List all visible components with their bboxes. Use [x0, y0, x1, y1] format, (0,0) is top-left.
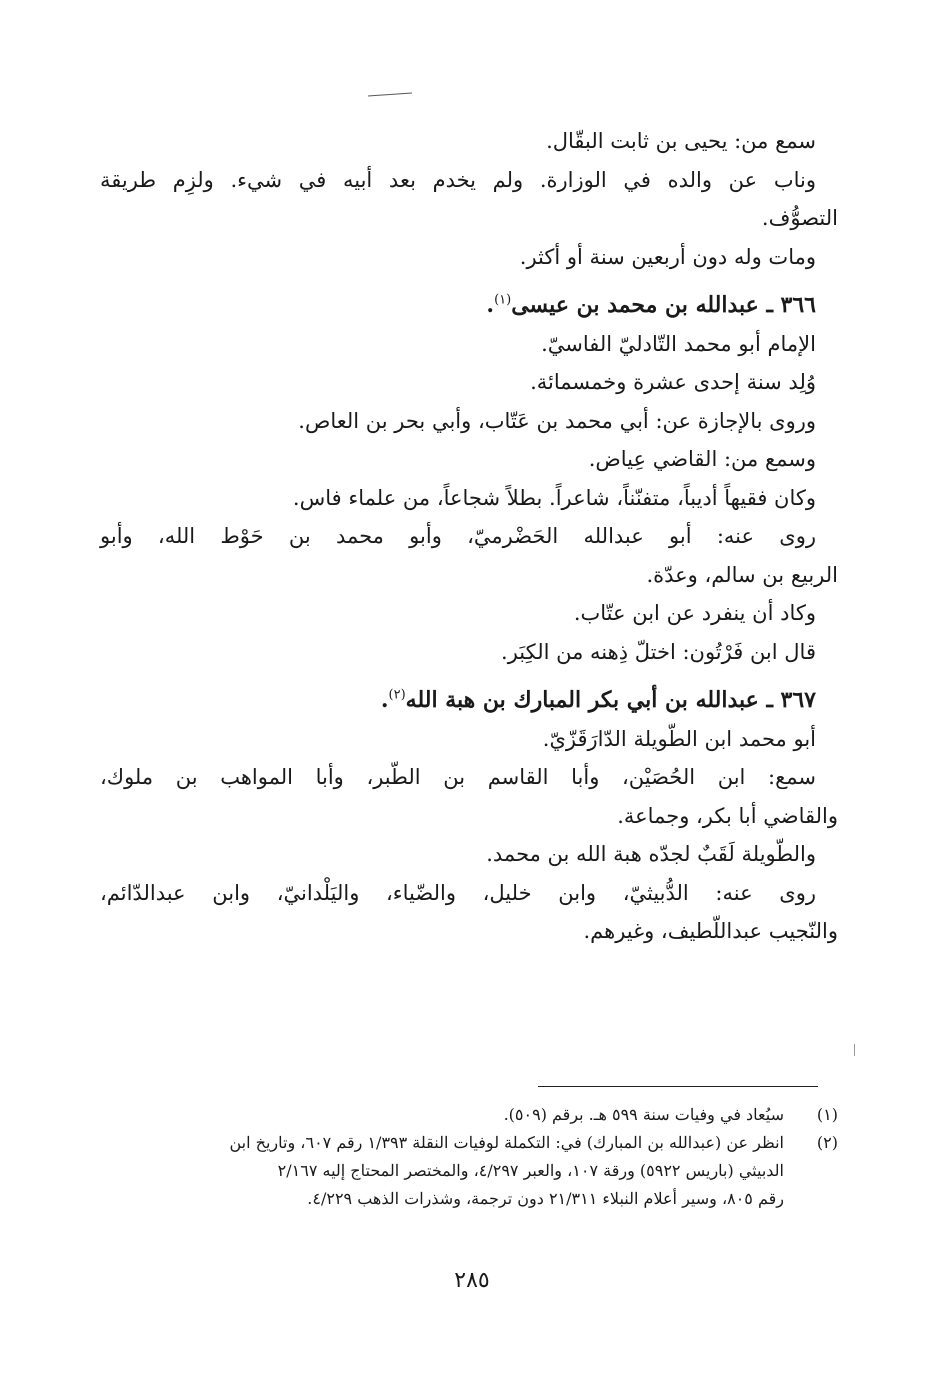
text-line: والنّجيب عبداللّطيف، وغيرهم.: [583, 919, 838, 943]
text-line: والقاضي أبا بكر، وجماعة.: [617, 803, 838, 828]
footnote-ref: (٢): [388, 687, 406, 703]
text-line: سمع: ابن الحُصَيْن، وأبا القاسم بن الطّبر، وأبا المواهب بن ملوك،: [100, 765, 816, 789]
footnote: [110, 1129, 838, 1213]
text-line: وناب عن والده في الوزارة. ولم يخدم بعد أبيه في شيء. ولزِم طريقة: [100, 167, 816, 192]
footnote-ref: (١): [494, 292, 512, 308]
text-line: سمع من: يحيى بن ثابت البقّال.: [546, 129, 816, 153]
margin-mark: [854, 1044, 855, 1056]
text-line: وكاد أن ينفرد عن ابن عتّاب.: [573, 601, 816, 625]
text-line: وكان فقيهاً أديباً، متفنّناً، شاعراً. بطلاً شجاعاً، من علماء فاس.: [292, 485, 816, 510]
entry-heading-366: [100, 286, 838, 325]
text-line: قال ابن فَرْتُون: اختلّ ذِهنه من الكِبَر.: [501, 639, 816, 664]
footnotes: [110, 1101, 838, 1213]
text-line: وروى بالإجازة عن: أبي محمد بن عَتّاب، وأبي بحر بن العاص.: [298, 408, 816, 433]
heading-period: .: [380, 687, 389, 713]
text-line: الإمام أبو محمد التّادليّ الفاسيّ.: [541, 331, 816, 356]
footnote-line: سيُعاد في وفيات سنة ٥٩٩ هـ. برقم (٥٠٩).: [503, 1105, 784, 1124]
text-line: روى عنه: الدُّبيثيّ، وابن خليل، والضّياء، واليَلْدانيّ، وابن عبدالدّائم،: [100, 880, 816, 905]
main-text: [100, 122, 838, 951]
footnote: [110, 1101, 838, 1129]
text-line: ومات وله دون أربعين سنة أو أكثر.: [519, 244, 816, 269]
entry-heading-367: [100, 681, 838, 720]
footnote-line: الدبيثي (باريس ٥٩٢٢) ورقة ١٠٧، والعبر ٤/٢٩٧، والمختصر المحتاج إليه ٢/١٦٧: [277, 1161, 784, 1180]
footnote-text: [110, 1129, 784, 1213]
footnote-line: رقم ٨٠٥، وسير أعلام النبلاء ٢١/٣١١ دون ترجمة، وشذرات الذهب ٤/٢٢٩.: [307, 1189, 784, 1208]
text-line: وُلِد سنة إحدى عشرة وخمسمائة.: [530, 370, 816, 394]
footnote-number: (٢): [816, 1133, 838, 1152]
footnote-text: [110, 1101, 784, 1129]
footnote-line: انظر عن (عبدالله بن المبارك) في: التكملة لوفيات النقلة ١/٣٩٣ رقم ٦٠٧، وتاريخ ابن: [229, 1133, 784, 1152]
heading-period: .: [486, 292, 495, 318]
entry-title: ٣٦٦ ـ عبدالله بن محمد بن عيسى: [511, 292, 816, 318]
text-line: والطّويلة لَقَبٌ لجدّه هبة الله بن محمد.: [486, 842, 816, 866]
entry-title: ٣٦٧ ـ عبدالله بن أبي بكر المبارك بن هبة الله: [405, 687, 816, 713]
footnote-separator: [538, 1086, 818, 1087]
text-line: الربيع بن سالم، وعدّة.: [646, 562, 838, 587]
text-line: أبو محمد ابن الطّويلة الدّارَقَزّيّ.: [542, 726, 816, 751]
text-line: وسمع من: القاضي عِياض.: [588, 447, 816, 471]
top-pen-mark: [368, 92, 412, 96]
footnote-number: (١): [816, 1105, 838, 1124]
text-line: روى عنه: أبو عبدالله الحَضْرميّ، وأبو محمد بن حَوْط الله، وأبو: [100, 524, 816, 548]
text-line: التصوُّف.: [761, 206, 838, 230]
page-number: ٢٨٥: [454, 1268, 490, 1293]
